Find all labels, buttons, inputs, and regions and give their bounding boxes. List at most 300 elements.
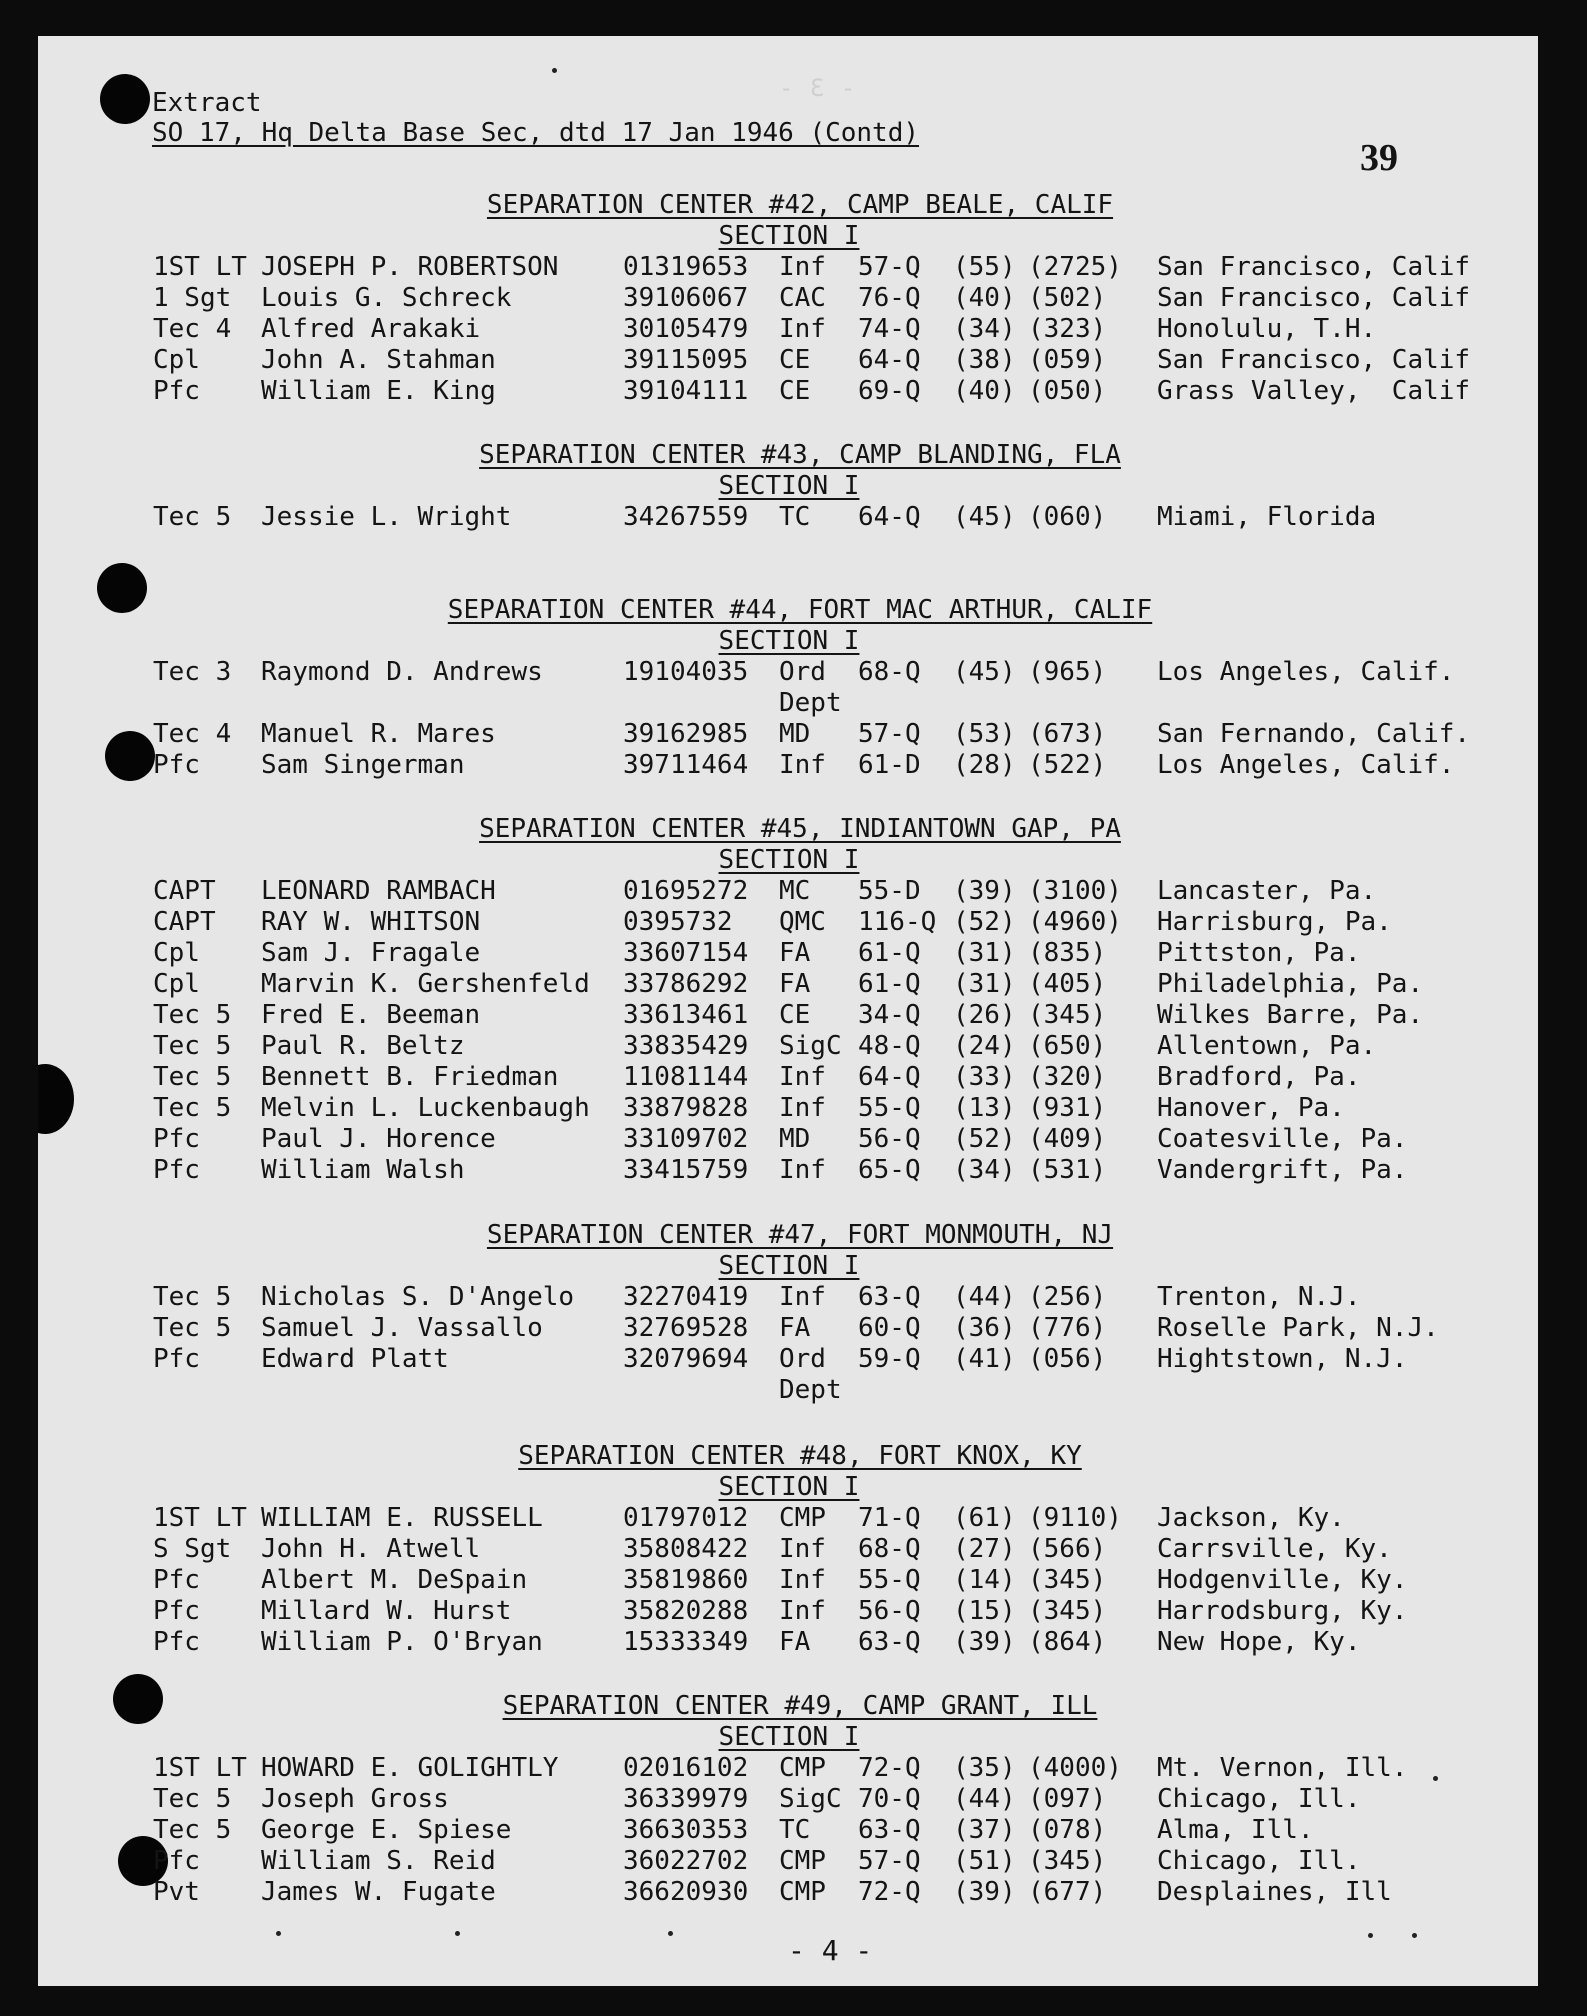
cell-branch: FA bbox=[779, 938, 811, 968]
cell-rank: Tec 4 bbox=[153, 314, 232, 344]
cell-city: Allentown, Pa. bbox=[1157, 1031, 1377, 1061]
cell-mos: 61-D bbox=[858, 750, 921, 780]
personnel-row bbox=[38, 283, 1538, 314]
cell-branch: TC bbox=[779, 502, 811, 532]
cell-age: (34) bbox=[953, 1155, 1016, 1185]
cell-name: James W. Fugate bbox=[261, 1877, 496, 1907]
cell-rank: Tec 5 bbox=[153, 502, 232, 532]
cell-city: Harrodsburg, Ky. bbox=[1157, 1596, 1408, 1626]
bleed-through-page-number: - 3 - bbox=[778, 74, 856, 102]
cell-branch: QMC bbox=[779, 907, 826, 937]
cell-branch: Inf bbox=[779, 1596, 826, 1626]
cell-age: (45) bbox=[953, 657, 1016, 687]
section-label: SECTION I bbox=[718, 471, 860, 501]
cell-age: (38) bbox=[953, 345, 1016, 375]
separation-center-title: SEPARATION CENTER #45, INDIANTOWN GAP, PA bbox=[479, 814, 1121, 844]
cell-serial: 35819860 bbox=[623, 1565, 749, 1595]
cell-rank: Tec 5 bbox=[153, 1815, 232, 1845]
cell-city: Pittston, Pa. bbox=[1157, 938, 1361, 968]
personnel-row bbox=[38, 1596, 1538, 1627]
cell-branch: CE bbox=[779, 345, 811, 375]
cell-mos: 55-Q bbox=[858, 1565, 921, 1595]
cell-pts: (673) bbox=[1028, 719, 1107, 749]
cell-serial: 36630353 bbox=[623, 1815, 749, 1845]
personnel-row bbox=[38, 1282, 1538, 1313]
cell-serial: 15333349 bbox=[623, 1627, 749, 1657]
cell-pts: (4960) bbox=[1028, 907, 1122, 937]
cell-serial: 01797012 bbox=[623, 1503, 749, 1533]
cell-mos: 64-Q bbox=[858, 1062, 921, 1092]
cell-pts: (060) bbox=[1028, 502, 1107, 532]
cell-rank: 1 Sgt bbox=[153, 283, 232, 313]
cell-rank: Tec 5 bbox=[153, 1031, 232, 1061]
cell-serial: 36620930 bbox=[623, 1877, 749, 1907]
speck bbox=[455, 1931, 460, 1936]
cell-rank: Pfc bbox=[153, 1124, 200, 1154]
cell-name: Marvin K. Gershenfeld bbox=[261, 969, 590, 999]
cell-pts: (345) bbox=[1028, 1000, 1107, 1030]
cell-pts: (320) bbox=[1028, 1062, 1107, 1092]
cell-name: Jessie L. Wright bbox=[261, 502, 512, 532]
cell-pts: (345) bbox=[1028, 1846, 1107, 1876]
cell-serial: 33613461 bbox=[623, 1000, 749, 1030]
cell-mos: 64-Q bbox=[858, 502, 921, 532]
personnel-row bbox=[38, 1031, 1538, 1062]
cell-serial: 30105479 bbox=[623, 314, 749, 344]
cell-branch: Inf bbox=[779, 750, 826, 780]
cell-age: (15) bbox=[953, 1596, 1016, 1626]
cell-age: (24) bbox=[953, 1031, 1016, 1061]
cell-pts: (2725) bbox=[1028, 252, 1122, 282]
cell-mos: 70-Q bbox=[858, 1784, 921, 1814]
cell-city: Chicago, Ill. bbox=[1157, 1846, 1361, 1876]
cell-name: Paul J. Horence bbox=[261, 1124, 496, 1154]
cell-pts: (097) bbox=[1028, 1784, 1107, 1814]
personnel-row bbox=[38, 376, 1538, 407]
page-number: - 4 - bbox=[788, 1934, 873, 1967]
cell-mos: 72-Q bbox=[858, 1753, 921, 1783]
cell-branch: FA bbox=[779, 1627, 811, 1657]
cell-age: (39) bbox=[953, 1627, 1016, 1657]
cell-mos: 57-Q bbox=[858, 252, 921, 282]
separation-center-title: SEPARATION CENTER #47, FORT MONMOUTH, NJ bbox=[486, 1220, 1114, 1250]
cell-rank: Tec 5 bbox=[153, 1313, 232, 1343]
personnel-row bbox=[38, 657, 1538, 688]
cell-mos: 69-Q bbox=[858, 376, 921, 406]
cell-city: Carrsville, Ky. bbox=[1157, 1534, 1392, 1564]
cell-city: San Francisco, Calif bbox=[1157, 252, 1471, 282]
cell-city: Los Angeles, Calif. bbox=[1157, 657, 1455, 687]
cell-city: Hanover, Pa. bbox=[1157, 1093, 1345, 1123]
personnel-row bbox=[38, 1846, 1538, 1877]
personnel-row bbox=[38, 314, 1538, 345]
cell-rank: Cpl bbox=[153, 345, 200, 375]
speck bbox=[552, 68, 557, 73]
personnel-row bbox=[38, 1000, 1538, 1031]
cell-pts: (050) bbox=[1028, 376, 1107, 406]
cell-name: Sam J. Fragale bbox=[261, 938, 481, 968]
cell-serial: 39711464 bbox=[623, 750, 749, 780]
cell-serial: 35808422 bbox=[623, 1534, 749, 1564]
speck bbox=[1412, 1933, 1417, 1938]
cell-mos: 65-Q bbox=[858, 1155, 921, 1185]
cell-city: Wilkes Barre, Pa. bbox=[1157, 1000, 1424, 1030]
cell-mos: 55-Q bbox=[858, 1093, 921, 1123]
cell-mos: 63-Q bbox=[858, 1627, 921, 1657]
separation-center-title: SEPARATION CENTER #43, CAMP BLANDING, FLA bbox=[479, 440, 1121, 470]
cell-name: John H. Atwell bbox=[261, 1534, 481, 1564]
cell-serial: 33879828 bbox=[623, 1093, 749, 1123]
cell-mos: 34-Q bbox=[858, 1000, 921, 1030]
cell-name: Fred E. Beeman bbox=[261, 1000, 481, 1030]
cell-name: Joseph Gross bbox=[261, 1784, 449, 1814]
cell-age: (14) bbox=[953, 1565, 1016, 1595]
cell-city: Philadelphia, Pa. bbox=[1157, 969, 1424, 999]
cell-name: Paul R. Beltz bbox=[261, 1031, 465, 1061]
cell-rank: Tec 5 bbox=[153, 1282, 232, 1312]
section-label: SECTION I bbox=[718, 845, 860, 875]
cell-branch: CMP bbox=[779, 1846, 826, 1876]
cell-rank: Pfc bbox=[153, 1344, 200, 1374]
cell-mos: 72-Q bbox=[858, 1877, 921, 1907]
personnel-row bbox=[38, 1503, 1538, 1534]
cell-serial: 33607154 bbox=[623, 938, 749, 968]
punch-hole-upper bbox=[97, 563, 147, 613]
cell-mos: 56-Q bbox=[858, 1124, 921, 1154]
personnel-row bbox=[38, 876, 1538, 907]
cell-serial: 32270419 bbox=[623, 1282, 749, 1312]
cell-city: Coatesville, Pa. bbox=[1157, 1124, 1408, 1154]
cell-city: Alma, Ill. bbox=[1157, 1815, 1314, 1845]
cell-serial: 33835429 bbox=[623, 1031, 749, 1061]
cell-rank: Pfc bbox=[153, 376, 200, 406]
cell-age: (51) bbox=[953, 1846, 1016, 1876]
cell-pts: (323) bbox=[1028, 314, 1107, 344]
cell-branch: TC bbox=[779, 1815, 811, 1845]
cell-city: San Francisco, Calif bbox=[1157, 345, 1471, 375]
cell-name: William S. Reid bbox=[261, 1846, 496, 1876]
personnel-row bbox=[38, 938, 1538, 969]
cell-city: Vandergrift, Pa. bbox=[1157, 1155, 1408, 1185]
personnel-row bbox=[38, 1815, 1538, 1846]
personnel-row bbox=[38, 1565, 1538, 1596]
cell-age: (53) bbox=[953, 719, 1016, 749]
cell-rank: Pfc bbox=[153, 1596, 200, 1626]
page-mark: 39 bbox=[1360, 137, 1398, 179]
cell-branch: CE bbox=[779, 1000, 811, 1030]
cell-name: Bennett B. Friedman bbox=[261, 1062, 559, 1092]
cell-mos: 48-Q bbox=[858, 1031, 921, 1061]
cell-name: Edward Platt bbox=[261, 1344, 449, 1374]
cell-serial: 33415759 bbox=[623, 1155, 749, 1185]
cell-rank: Pfc bbox=[153, 1846, 200, 1876]
cell-branch: SigC bbox=[779, 1784, 842, 1814]
cell-pts: (056) bbox=[1028, 1344, 1107, 1374]
personnel-row bbox=[38, 1124, 1538, 1155]
cell-name: Albert M. DeSpain bbox=[261, 1565, 528, 1595]
cell-mos: 116-Q bbox=[858, 907, 937, 937]
branch-continuation: Dept bbox=[779, 688, 842, 718]
cell-age: (55) bbox=[953, 252, 1016, 282]
personnel-row bbox=[38, 750, 1538, 781]
cell-name: LEONARD RAMBACH bbox=[261, 876, 496, 906]
cell-mos: 63-Q bbox=[858, 1815, 921, 1845]
cell-city: Hodgenville, Ky. bbox=[1157, 1565, 1408, 1595]
cell-age: (61) bbox=[953, 1503, 1016, 1533]
cell-pts: (835) bbox=[1028, 938, 1107, 968]
cell-city: Mt. Vernon, Ill. bbox=[1157, 1753, 1408, 1783]
personnel-row bbox=[38, 1784, 1538, 1815]
cell-mos: 76-Q bbox=[858, 283, 921, 313]
section-label: SECTION I bbox=[718, 1472, 860, 1502]
cell-mos: 74-Q bbox=[858, 314, 921, 344]
personnel-row bbox=[38, 1313, 1538, 1344]
cell-pts: (059) bbox=[1028, 345, 1107, 375]
cell-pts: (9110) bbox=[1028, 1503, 1122, 1533]
cell-name: William E. King bbox=[261, 376, 496, 406]
cell-name: JOSEPH P. ROBERTSON bbox=[261, 252, 559, 282]
cell-branch: CMP bbox=[779, 1753, 826, 1783]
speck bbox=[1368, 1933, 1373, 1938]
cell-branch: Ord bbox=[779, 1344, 826, 1374]
punch-hole-lower bbox=[113, 1674, 163, 1724]
cell-pts: (522) bbox=[1028, 750, 1107, 780]
cell-age: (40) bbox=[953, 376, 1016, 406]
cell-name: Manuel R. Mares bbox=[261, 719, 496, 749]
cell-pts: (531) bbox=[1028, 1155, 1107, 1185]
cell-age: (44) bbox=[953, 1282, 1016, 1312]
section-label: SECTION I bbox=[718, 1722, 860, 1752]
personnel-row bbox=[38, 719, 1538, 750]
cell-city: Los Angeles, Calif. bbox=[1157, 750, 1455, 780]
section-label: SECTION I bbox=[718, 221, 860, 251]
cell-serial: 02016102 bbox=[623, 1753, 749, 1783]
branch-continuation: Dept bbox=[779, 1375, 842, 1405]
cell-name: HOWARD E. GOLIGHTLY bbox=[261, 1753, 559, 1783]
cell-branch: MD bbox=[779, 719, 811, 749]
cell-age: (45) bbox=[953, 502, 1016, 532]
cell-branch: Inf bbox=[779, 314, 826, 344]
cell-branch: CAC bbox=[779, 283, 826, 313]
personnel-row bbox=[38, 969, 1538, 1000]
cell-city: Miami, Florida bbox=[1157, 502, 1377, 532]
cell-mos: 57-Q bbox=[858, 1846, 921, 1876]
cell-mos: 56-Q bbox=[858, 1596, 921, 1626]
cell-rank: 1ST LT bbox=[153, 1503, 247, 1533]
cell-serial: 39104111 bbox=[623, 376, 749, 406]
punch-hole-top bbox=[100, 74, 150, 124]
cell-age: (31) bbox=[953, 938, 1016, 968]
cell-rank: Tec 5 bbox=[153, 1093, 232, 1123]
cell-city: Lancaster, Pa. bbox=[1157, 876, 1377, 906]
cell-city: San Francisco, Calif bbox=[1157, 283, 1471, 313]
cell-rank: Pfc bbox=[153, 750, 200, 780]
cell-pts: (965) bbox=[1028, 657, 1107, 687]
cell-branch: Inf bbox=[779, 1062, 826, 1092]
cell-age: (37) bbox=[953, 1815, 1016, 1845]
section-label: SECTION I bbox=[718, 1251, 860, 1281]
cell-age: (36) bbox=[953, 1313, 1016, 1343]
personnel-row bbox=[38, 1627, 1538, 1658]
cell-age: (33) bbox=[953, 1062, 1016, 1092]
cell-pts: (405) bbox=[1028, 969, 1107, 999]
cell-serial: 39162985 bbox=[623, 719, 749, 749]
cell-branch: MD bbox=[779, 1124, 811, 1154]
cell-name: George E. Spiese bbox=[261, 1815, 512, 1845]
cell-rank: Tec 5 bbox=[153, 1062, 232, 1092]
section-label: SECTION I bbox=[718, 626, 860, 656]
cell-city: New Hope, Ky. bbox=[1157, 1627, 1361, 1657]
cell-rank: Pfc bbox=[153, 1155, 200, 1185]
separation-center-title: SEPARATION CENTER #44, FORT MAC ARTHUR, CALIF bbox=[447, 595, 1153, 625]
personnel-row bbox=[38, 1534, 1538, 1565]
cell-name: Nicholas S. D'Angelo bbox=[261, 1282, 575, 1312]
cell-serial: 39115095 bbox=[623, 345, 749, 375]
separation-center-title: SEPARATION CENTER #49, CAMP GRANT, ILL bbox=[502, 1691, 1098, 1721]
document-page bbox=[38, 36, 1538, 1986]
cell-age: (52) bbox=[953, 1124, 1016, 1154]
personnel-row bbox=[38, 1062, 1538, 1093]
cell-mos: 71-Q bbox=[858, 1503, 921, 1533]
cell-age: (26) bbox=[953, 1000, 1016, 1030]
cell-branch: Ord bbox=[779, 657, 826, 687]
cell-pts: (409) bbox=[1028, 1124, 1107, 1154]
cell-serial: 36339979 bbox=[623, 1784, 749, 1814]
cell-age: (34) bbox=[953, 314, 1016, 344]
cell-city: Trenton, N.J. bbox=[1157, 1282, 1361, 1312]
cell-name: Melvin L. Luckenbaugh bbox=[261, 1093, 590, 1123]
cell-age: (28) bbox=[953, 750, 1016, 780]
cell-branch: Inf bbox=[779, 252, 826, 282]
cell-name: WILLIAM E. RUSSELL bbox=[261, 1503, 543, 1533]
cell-name: William P. O'Bryan bbox=[261, 1627, 543, 1657]
cell-serial: 36022702 bbox=[623, 1846, 749, 1876]
cell-age: (27) bbox=[953, 1534, 1016, 1564]
cell-name: Sam Singerman bbox=[261, 750, 465, 780]
personnel-row bbox=[38, 1877, 1538, 1908]
cell-mos: 59-Q bbox=[858, 1344, 921, 1374]
order-reference: SO 17, Hq Delta Base Sec, dtd 17 Jan 1946 (Contd) bbox=[152, 118, 920, 148]
cell-mos: 61-Q bbox=[858, 969, 921, 999]
cell-name: Raymond D. Andrews bbox=[261, 657, 543, 687]
cell-rank: 1ST LT bbox=[153, 1753, 247, 1783]
cell-rank: 1ST LT bbox=[153, 252, 247, 282]
cell-city: Roselle Park, N.J. bbox=[1157, 1313, 1439, 1343]
cell-age: (39) bbox=[953, 876, 1016, 906]
cell-rank: Pfc bbox=[153, 1565, 200, 1595]
cell-rank: Cpl bbox=[153, 969, 200, 999]
cell-branch: CMP bbox=[779, 1877, 826, 1907]
cell-branch: FA bbox=[779, 969, 811, 999]
cell-mos: 57-Q bbox=[858, 719, 921, 749]
cell-branch: Inf bbox=[779, 1534, 826, 1564]
cell-city: Desplaines, Ill bbox=[1157, 1877, 1392, 1907]
cell-branch: CMP bbox=[779, 1503, 826, 1533]
cell-pts: (677) bbox=[1028, 1877, 1107, 1907]
cell-serial: 01319653 bbox=[623, 252, 749, 282]
cell-pts: (864) bbox=[1028, 1627, 1107, 1657]
personnel-row bbox=[38, 1155, 1538, 1186]
cell-branch: Inf bbox=[779, 1565, 826, 1595]
cell-age: (35) bbox=[953, 1753, 1016, 1783]
cell-pts: (502) bbox=[1028, 283, 1107, 313]
cell-city: Harrisburg, Pa. bbox=[1157, 907, 1392, 937]
cell-serial: 01695272 bbox=[623, 876, 749, 906]
cell-name: Louis G. Schreck bbox=[261, 283, 512, 313]
cell-serial: 11081144 bbox=[623, 1062, 749, 1092]
cell-branch: Inf bbox=[779, 1155, 826, 1185]
cell-mos: 55-D bbox=[858, 876, 921, 906]
cell-city: Honolulu, T.H. bbox=[1157, 314, 1377, 344]
cell-branch: Inf bbox=[779, 1282, 826, 1312]
cell-rank: Tec 4 bbox=[153, 719, 232, 749]
cell-serial: 33786292 bbox=[623, 969, 749, 999]
cell-serial: 33109702 bbox=[623, 1124, 749, 1154]
personnel-row bbox=[38, 907, 1538, 938]
cell-rank: CAPT bbox=[153, 907, 216, 937]
cell-rank: Cpl bbox=[153, 938, 200, 968]
cell-name: William Walsh bbox=[261, 1155, 465, 1185]
cell-mos: 63-Q bbox=[858, 1282, 921, 1312]
cell-pts: (4000) bbox=[1028, 1753, 1122, 1783]
cell-branch: Inf bbox=[779, 1093, 826, 1123]
cell-pts: (345) bbox=[1028, 1596, 1107, 1626]
speck bbox=[668, 1931, 673, 1936]
cell-pts: (345) bbox=[1028, 1565, 1107, 1595]
cell-branch: FA bbox=[779, 1313, 811, 1343]
cell-city: Chicago, Ill. bbox=[1157, 1784, 1361, 1814]
cell-city: Bradford, Pa. bbox=[1157, 1062, 1361, 1092]
cell-mos: 60-Q bbox=[858, 1313, 921, 1343]
cell-city: Grass Valley, Calif bbox=[1157, 376, 1471, 406]
separation-center-title: SEPARATION CENTER #42, CAMP BEALE, CALIF bbox=[486, 190, 1114, 220]
cell-name: Samuel J. Vassallo bbox=[261, 1313, 543, 1343]
personnel-row bbox=[38, 1093, 1538, 1124]
cell-pts: (566) bbox=[1028, 1534, 1107, 1564]
cell-name: Alfred Arakaki bbox=[261, 314, 481, 344]
cell-rank: CAPT bbox=[153, 876, 216, 906]
cell-rank: Tec 5 bbox=[153, 1000, 232, 1030]
separation-center-title: SEPARATION CENTER #48, FORT KNOX, KY bbox=[518, 1441, 1082, 1471]
cell-branch: MC bbox=[779, 876, 811, 906]
speck bbox=[276, 1931, 281, 1936]
cell-name: John A. Stahman bbox=[261, 345, 496, 375]
cell-serial: 32079694 bbox=[623, 1344, 749, 1374]
cell-city: Jackson, Ky. bbox=[1157, 1503, 1345, 1533]
cell-branch: SigC bbox=[779, 1031, 842, 1061]
cell-pts: (931) bbox=[1028, 1093, 1107, 1123]
cell-city: Hightstown, N.J. bbox=[1157, 1344, 1408, 1374]
personnel-row bbox=[38, 345, 1538, 376]
personnel-row bbox=[38, 502, 1538, 533]
cell-age: (40) bbox=[953, 283, 1016, 313]
cell-serial: 34267559 bbox=[623, 502, 749, 532]
cell-age: (39) bbox=[953, 1877, 1016, 1907]
cell-serial: 0395732 bbox=[623, 907, 733, 937]
cell-name: Millard W. Hurst bbox=[261, 1596, 512, 1626]
cell-branch: CE bbox=[779, 376, 811, 406]
cell-rank: S Sgt bbox=[153, 1534, 232, 1564]
cell-serial: 35820288 bbox=[623, 1596, 749, 1626]
cell-mos: 68-Q bbox=[858, 657, 921, 687]
cell-pts: (776) bbox=[1028, 1313, 1107, 1343]
cell-pts: (3100) bbox=[1028, 876, 1122, 906]
cell-rank: Tec 5 bbox=[153, 1784, 232, 1814]
cell-serial: 19104035 bbox=[623, 657, 749, 687]
cell-name: RAY W. WHITSON bbox=[261, 907, 481, 937]
cell-rank: Pvt bbox=[153, 1877, 200, 1907]
cell-mos: 61-Q bbox=[858, 938, 921, 968]
